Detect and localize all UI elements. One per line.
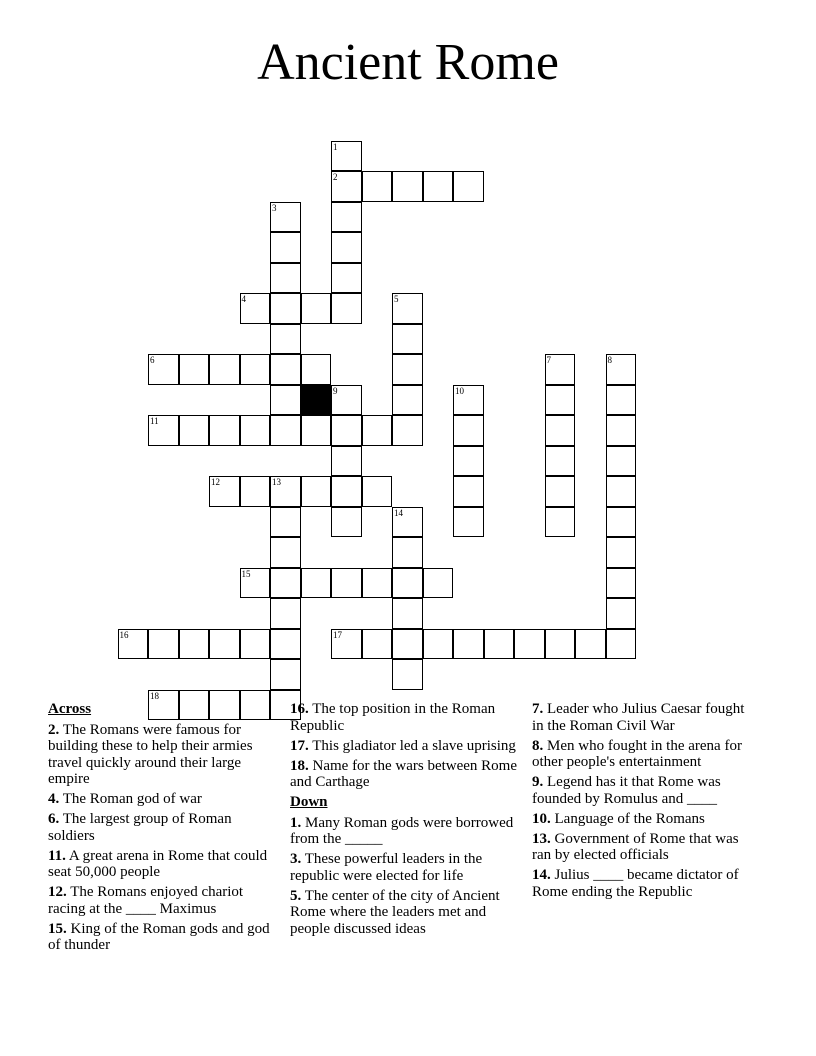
crossword-cell[interactable] [545,415,576,446]
down-heading: Down [290,794,328,810]
crossword-cell[interactable] [392,385,423,416]
clue-number: 2. [48,721,60,738]
down-clue [532,811,752,828]
crossword-cell[interactable] [545,476,576,507]
across-clue [290,758,522,791]
clue-text: The Roman god of war [62,791,202,807]
across-clue [290,738,522,755]
clue-text: A great arena in Rome that could seat 50,000 people [48,847,268,880]
crossword-cell[interactable] [606,629,637,660]
crossword-cell[interactable] [575,629,606,660]
crossword-cell[interactable] [148,629,179,660]
crossword-cell[interactable] [362,415,393,446]
crossword-cell[interactable] [240,293,271,324]
crossword-cell[interactable] [392,629,423,660]
crossword-cell[interactable] [240,415,271,446]
crossword-cell[interactable] [453,507,484,538]
cell-number: 3 [272,202,277,213]
clue-text: Men who fought in the arena for other people's entertainment [532,737,742,770]
crossword-cell[interactable] [270,202,301,233]
crossword-cell[interactable] [606,354,637,385]
crossword-cell[interactable] [270,507,301,538]
crossword-cell[interactable] [606,446,637,477]
crossword-cell[interactable] [423,171,454,202]
down-clue [532,701,752,734]
crossword-cell[interactable] [270,568,301,599]
clue-number: 11. [48,847,66,864]
clue-number: 10. [532,810,551,827]
page-title: Ancient Rome [257,34,559,91]
clue-number: 6. [48,811,60,827]
crossword-cell[interactable] [331,415,362,446]
clue-number: 1. [290,814,302,831]
cell-number: 2 [333,172,338,182]
crossword-cell[interactable] [301,568,332,599]
crossword-cell[interactable] [362,629,393,660]
clues-column-2 [290,701,522,941]
crossword-cell[interactable] [423,629,454,660]
down-clue [290,815,522,848]
crossword-cell[interactable] [453,629,484,660]
clue-text: Legend has it that Rome was founded by Romulus and ____ [532,774,721,807]
crossword-cell[interactable] [179,415,210,446]
clue-number: 17. [290,737,309,754]
cell-number: 14 [394,507,403,518]
crossword-cell[interactable] [148,354,179,385]
crossword-cell[interactable] [392,568,423,599]
crossword-cell[interactable] [453,171,484,202]
crossword-cell[interactable] [240,354,271,385]
cell-number: 11 [150,416,159,426]
crossword-cell[interactable] [331,293,362,324]
crossword-cell[interactable] [331,446,362,477]
crossword-cell[interactable] [331,263,362,294]
clue-number: 13. [532,830,551,847]
crossword-cell[interactable] [270,598,301,629]
crossword-cell[interactable] [392,293,423,324]
crossword-cell[interactable] [240,476,271,507]
crossword-cell[interactable] [240,629,271,660]
crossword-cell[interactable] [545,507,576,538]
clue-number: 9. [532,774,544,790]
crossword-cell[interactable] [392,354,423,385]
crossword-cell[interactable] [606,476,637,507]
clue-number: 5. [290,887,302,904]
crossword-cell[interactable] [331,476,362,507]
crossword-cell[interactable] [209,354,240,385]
crossword-cell[interactable] [301,415,332,446]
crossword-cell[interactable] [606,568,637,599]
clue-text: Name for the wars between Rome and Carthage [290,757,518,790]
crossword-cell[interactable] [545,446,576,477]
crossword-cell[interactable] [270,659,301,690]
crossword-cell[interactable] [331,629,362,660]
cell-number: 1 [333,141,338,152]
crossword-cell[interactable] [392,415,423,446]
crossword-cell[interactable] [392,537,423,568]
clue-text: Many Roman gods were borrowed from the _____ [290,814,514,847]
down-clue [290,888,522,938]
crossword-cell[interactable] [179,629,210,660]
clue-number: 14. [532,867,551,883]
crossword-cell[interactable] [179,354,210,385]
clue-number: 3. [290,851,302,867]
crossword-cell[interactable] [362,476,393,507]
clue-text: King of the Roman gods and god of thunder [48,920,270,953]
crossword-cell[interactable] [545,629,576,660]
crossword-cell[interactable] [392,507,423,538]
down-clue [532,774,752,807]
clue-number: 7. [532,701,544,717]
crossword-cell[interactable] [453,415,484,446]
clue-number: 16. [290,701,309,717]
cell-number: 10 [455,385,464,396]
crossword-cell[interactable] [453,385,484,416]
crossword-cell[interactable] [392,171,423,202]
crossword-cell[interactable] [606,385,637,416]
clues-column-1 [48,701,280,957]
crossword-cell[interactable] [209,629,240,660]
crossword-cell[interactable] [392,659,423,690]
clue-text: The top position in the Roman Republic [290,701,496,734]
across-clue [48,722,280,788]
crossword-cell[interactable] [331,568,362,599]
crossword-cell[interactable] [331,232,362,263]
crossword-cell[interactable] [392,598,423,629]
clue-number: 12. [48,884,67,900]
crossword-cell[interactable] [148,415,179,446]
crossword-cell[interactable] [331,507,362,538]
crossword-cell[interactable] [545,354,576,385]
clue-number: 8. [532,737,544,754]
crossword-cell[interactable] [453,476,484,507]
crossword-cell[interactable] [331,141,362,172]
cell-number: 17 [333,629,342,640]
clue-number: 15. [48,920,67,937]
crossword-cell[interactable] [270,415,301,446]
cell-number: 16 [119,629,129,640]
crossword-cell[interactable] [331,171,362,202]
cell-number: 8 [607,355,612,365]
crossword-cell[interactable] [362,171,393,202]
cell-number: 15 [241,568,251,579]
crossword-cell[interactable] [453,446,484,477]
crossword-cell[interactable] [606,598,637,629]
crossword-cell[interactable] [209,415,240,446]
down-clue [532,831,752,864]
crossword-cell[interactable] [331,202,362,233]
across-clue [48,921,280,954]
clue-text: Julius ____ became dictator of Rome ending the Republic [532,867,739,900]
crossword-cell[interactable] [209,476,240,507]
crossword-cell[interactable] [270,263,301,294]
crossword-cell[interactable] [240,568,271,599]
crossword-cell[interactable] [118,629,149,660]
clue-text: This gladiator led a slave uprising [312,737,516,754]
crossword-cell[interactable] [270,354,301,385]
cell-number: 7 [546,355,551,365]
down-clue [290,851,522,884]
crossword-cell[interactable] [606,415,637,446]
crossword-cell[interactable] [362,568,393,599]
crossword-cell[interactable] [301,476,332,507]
across-clue [48,848,280,881]
crossword-cell[interactable] [270,385,301,416]
clue-text: The center of the city of Ancient Rome where the leaders met and people discussed ideas [290,887,500,937]
clue-text: Leader who Julius Caesar fought in the Roman Civil War [532,701,745,734]
cell-number: 13 [272,477,281,487]
crossword-cell[interactable] [270,232,301,263]
crossword-cell[interactable] [270,537,301,568]
crossword-cell[interactable] [606,537,637,568]
across-clue [290,701,522,734]
crossword-cell[interactable] [392,324,423,355]
cell-number: 6 [150,355,155,365]
cell-number: 9 [333,385,338,396]
across-heading: Across [48,701,92,717]
down-clue [532,867,752,900]
cell-number: 18 [150,690,159,701]
crossword-cell[interactable] [484,629,515,660]
crossword-cell[interactable] [270,293,301,324]
clue-text: Government of Rome that was ran by elected officials [532,830,739,863]
cell-number: 4 [241,294,246,304]
across-clue [48,884,280,917]
clues-column-3 [532,701,752,904]
crossword-cell[interactable] [514,629,545,660]
crossword-cell[interactable] [606,507,637,538]
clue-text: These powerful leaders in the republic were elected for life [290,851,483,884]
crossword-cell[interactable] [545,385,576,416]
crossword-cell[interactable] [301,354,332,385]
crossword-cell[interactable] [270,476,301,507]
across-clue [48,791,280,808]
crossword-cell[interactable] [270,324,301,355]
crossword-cell[interactable] [301,293,332,324]
clue-text: The Romans were famous for building these to help their armies travel quickly around their large empire [48,721,253,787]
crossword-block [301,385,332,416]
clue-number: 18. [290,757,309,774]
clue-text: Language of the Romans [554,810,705,827]
clue-number: 4. [48,791,60,807]
clue-text: The largest group of Roman soldiers [48,811,232,844]
cell-number: 5 [394,294,399,304]
down-clue [532,738,752,771]
clue-text: The Romans enjoyed chariot racing at the ____ Maximus [48,884,244,917]
crossword-cell[interactable] [331,385,362,416]
crossword-cell[interactable] [423,568,454,599]
cell-number: 12 [211,477,220,487]
across-clue [48,811,280,844]
crossword-cell[interactable] [270,629,301,660]
